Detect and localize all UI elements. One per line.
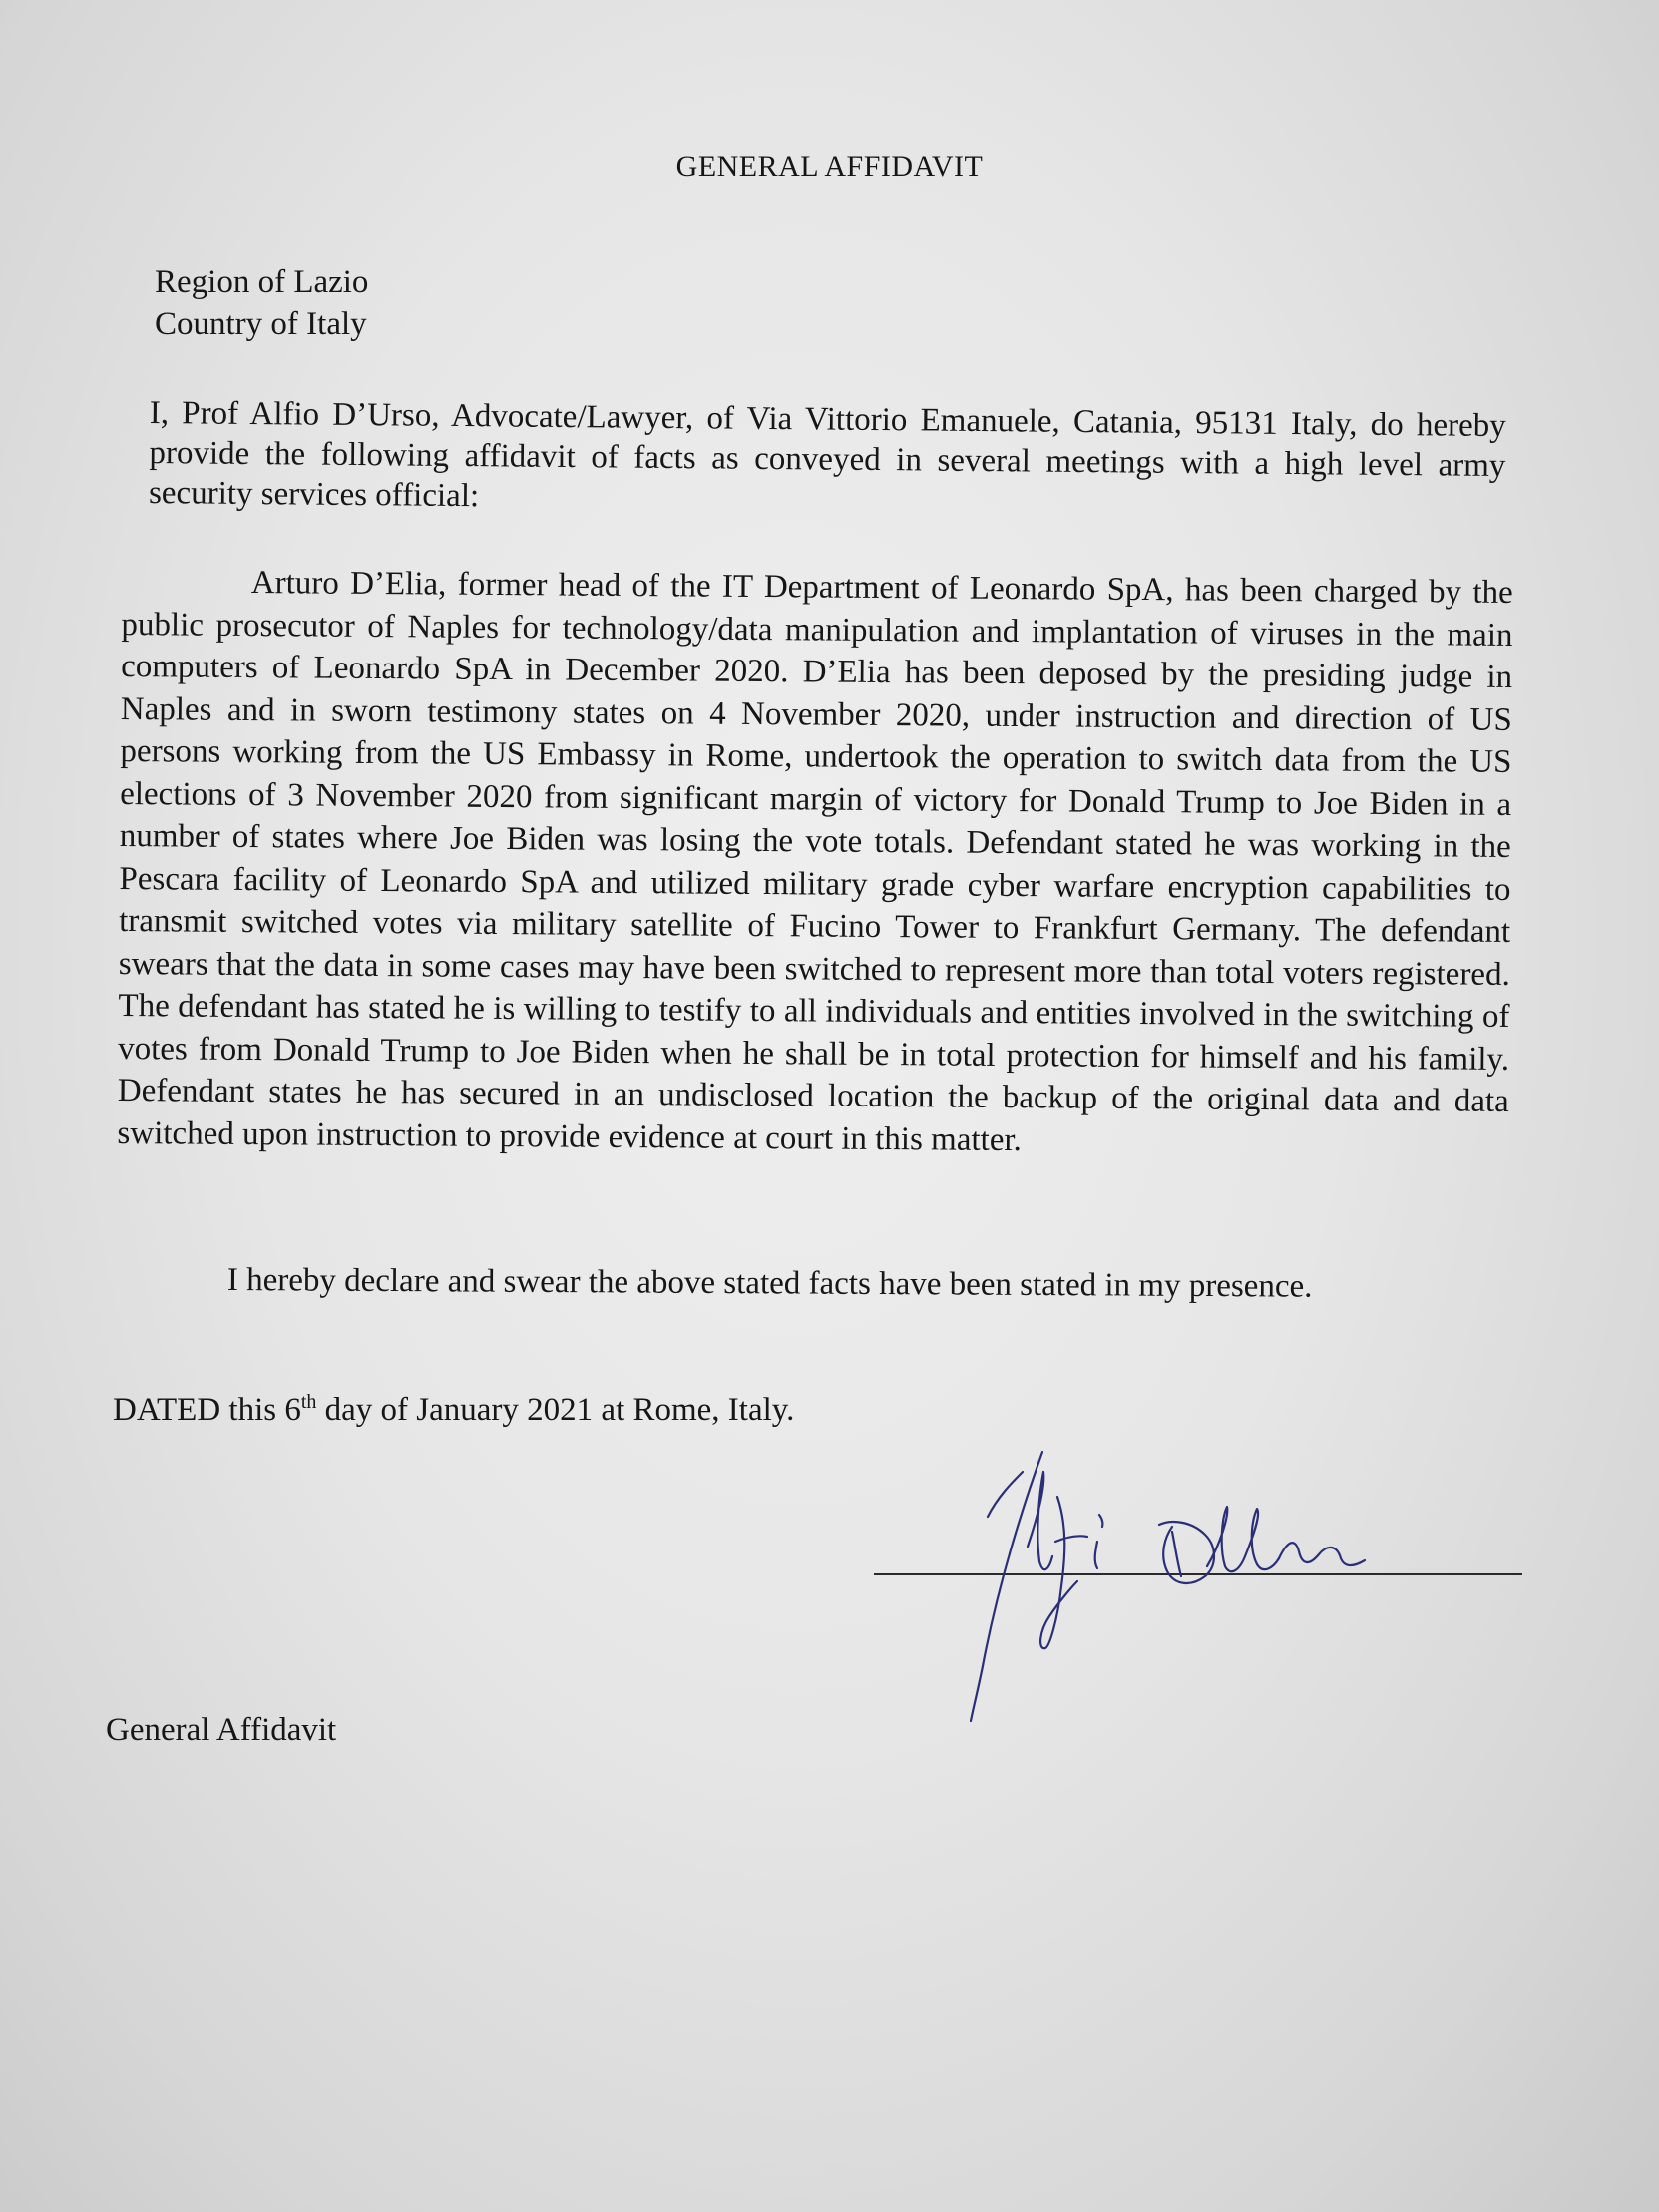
declaration-paragraph: I hereby declare and swear the above stated facts have been stated in my presence. (226, 1262, 1313, 1305)
document-title: GENERAL AFFIDAVIT (675, 150, 984, 183)
country-line: Country of Italy (155, 306, 367, 342)
dated-suffix: day of January 2021 at Rome, Italy. (316, 1392, 795, 1428)
dated-prefix: DATED this 6 (113, 1392, 301, 1428)
facts-paragraph: Arturo D’Elia, former head of the IT Department of Leonardo SpA, has been charged by the public prosecutor of Naples for technology/data manipulation and implantation of viruses in the main computers of Leonardo SpA in December 2020. D’Elia has been deposed by the presiding judge in Naples and in sworn testimony states on 4 November 2020, under instruction and direction of US persons working from the US Embassy in Rome, undertook the operation to switch data from the US elections of 3 November 2020 from significant margin of victory for Donald Trump to Joe Biden in a number of states where Joe Biden was losing the vote totals. Defendant stated he was working in the Pescara facility of Leonardo SpA and utilized military grade cyber warfare encryption capabilities to transmit switched votes via military satellite of Fucino Tower to Frankfurt Germany. The defendant swears that the data in some cases may have been switched to represent more than total voters registered. The defendant has stated he is willing to testify to all individuals and entities involved in the switching of votes from Donald Trump to Joe Biden when he shall be in total protection for himself and his family. Defendant states he has secured in an undisclosed location the backup of the original data and data switched upon instruction to provide evidence at court in this matter. (117, 565, 1513, 1158)
footer-label: General Affidavit (106, 1712, 337, 1748)
region-line: Region of Lazio (155, 264, 369, 300)
dated-ordinal: th (300, 1391, 317, 1413)
intro-paragraph: I, Prof Alfio D’Urso, Advocate/Lawyer, of Via Vittorio Emanuele, Catania, 95131 Italy, do hereby provide the following affidavit of facts as conveyed in several meetings with a high level army security services official: (148, 394, 1506, 515)
region-block (155, 261, 368, 345)
dated-line (113, 1392, 794, 1429)
signature-icon (928, 1437, 1486, 1736)
